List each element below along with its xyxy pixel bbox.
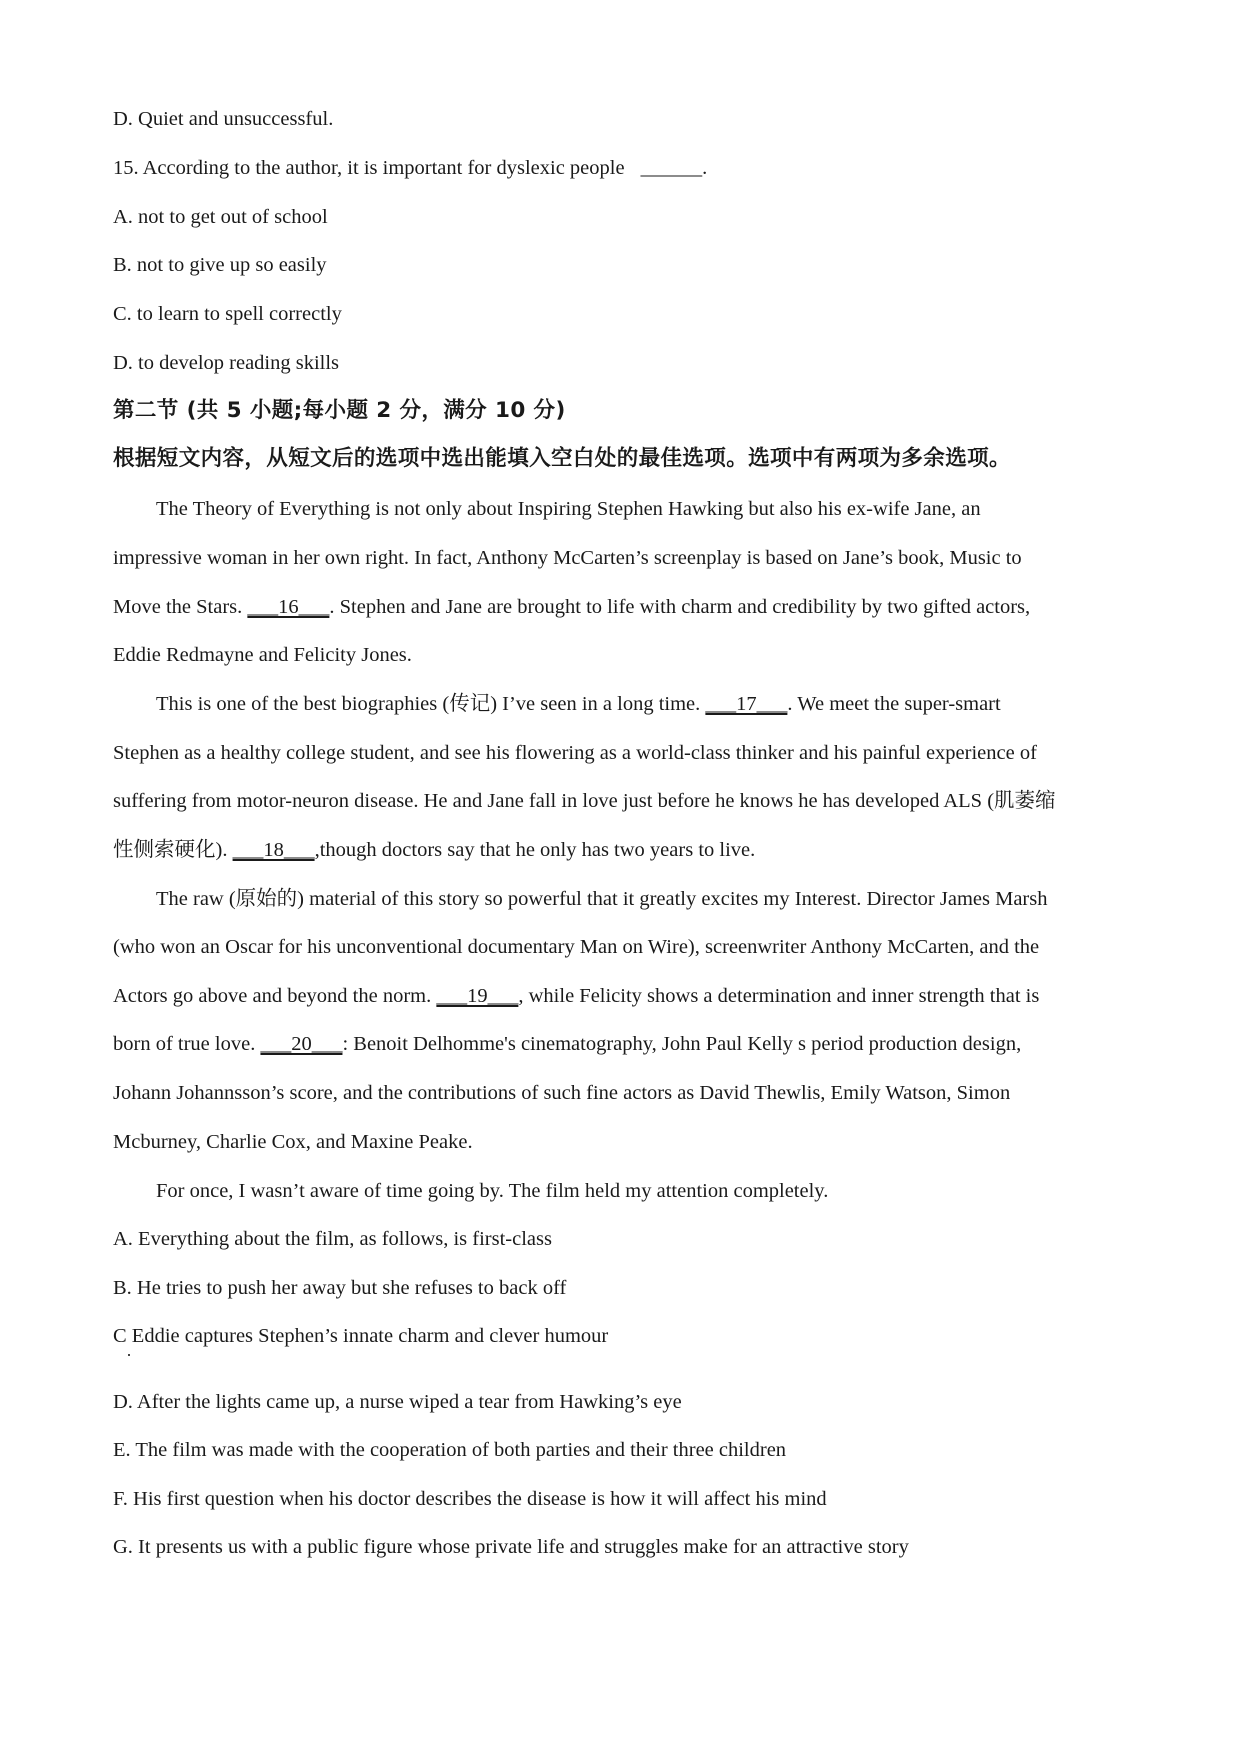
question-15-text: 15. According to the author, it is important for dyslexic people xyxy=(113,157,625,179)
passage-p3-line3: Actors go above and beyond the norm. ___19___, while Felicity shows a determination and inner strength that is xyxy=(113,985,1040,1007)
passage-p3-line1: The raw (原始的) material of this story so powerful that it greatly excites my Interest. Director James Marsh xyxy=(156,888,1048,910)
passage-p1-line2: impressive woman in her own right. In fact, Anthony McCarten’s screenplay is based on Jane’s book, Music to xyxy=(113,547,1022,569)
blank-16: ___16___ xyxy=(247,596,330,618)
q14-option-d: D. Quiet and unsuccessful. xyxy=(113,108,334,130)
blank-19: ___19___ xyxy=(436,985,519,1007)
option-f: F. His first question when his doctor describes the disease is how it will affect his mind xyxy=(113,1488,827,1510)
blank-20: ___20___ xyxy=(260,1033,343,1055)
passage-p3-line5: Johann Johannsson’s score, and the contributions of such fine actors as David Thewlis, Emily Watson, Simon xyxy=(113,1082,1011,1104)
passage-p1-line3: Move the Stars. ___16___. Stephen and Jane are brought to life with charm and credibility by two gifted actors, xyxy=(113,596,1031,618)
passage-p1-line1: The Theory of Everything is not only about Inspiring Stephen Hawking but also his ex-wife Jane, an xyxy=(156,498,981,520)
option-g: G. It presents us with a public figure whose private life and struggles make for an attractive story xyxy=(113,1536,909,1558)
passage-p3-line6: Mcburney, Charlie Cox, and Maxine Peake. xyxy=(113,1131,473,1153)
blank-18: ___18___ xyxy=(232,839,315,861)
q15-option-a: A. not to get out of school xyxy=(113,206,328,228)
question-15-blank: ______ xyxy=(640,157,703,179)
q15-option-d: D. to develop reading skills xyxy=(113,352,340,374)
option-b: B. He tries to push her away but she refuses to back off xyxy=(113,1277,567,1299)
option-a: A. Everything about the film, as follows, is first-class xyxy=(113,1228,552,1250)
passage-p1-line4: Eddie Redmayne and Felicity Jones. xyxy=(113,644,412,666)
section-2-heading: 第二节 (共 5 小题;每小题 2 分，满分 10 分) xyxy=(113,398,566,423)
passage-p4-line1: For once, I wasn’t aware of time going by. The film held my attention completely. xyxy=(156,1180,829,1202)
passage-p2-line4: 性侧索硬化). ___18___,though doctors say that he only has two years to live. xyxy=(113,839,756,861)
option-d: D. After the lights came up, a nurse wiped a tear from Hawking’s eye xyxy=(113,1391,682,1413)
q15-option-b: B. not to give up so easily xyxy=(113,254,327,276)
option-e: E. The film was made with the cooperation of both parties and their three children xyxy=(113,1439,787,1461)
passage-p2-line2: Stephen as a healthy college student, and see his flowering as a world-class thinker and his painful experience of xyxy=(113,742,1037,764)
stray-dot xyxy=(128,1354,130,1356)
passage-p2-line3: suffering from motor-neuron disease. He and Jane fall in love just before he knows he has developed ALS (肌萎缩 xyxy=(113,790,1056,812)
blank-17: ___17___ xyxy=(705,693,788,715)
passage-p2-line1: This is one of the best biographies (传记) I’ve seen in a long time. ___17___. We meet the super-smart xyxy=(156,693,1001,715)
question-15-stem: 15. According to the author, it is important for dyslexic people ______. xyxy=(113,157,708,179)
q15-option-c: C. to learn to spell correctly xyxy=(113,303,342,325)
passage-p3-line4: born of true love. ___20___: Benoit Delhomme's cinematography, John Paul Kelly s period production design, xyxy=(113,1033,1022,1055)
section-2-instruction: 根据短文内容，从短文后的选项中选出能填入空白处的最佳选项。选项中有两项为多余选项。 xyxy=(113,446,1011,471)
passage-p3-line2: (who won an Oscar for his unconventional documentary Man on Wire), screenwriter Anthony McCarten, and the xyxy=(113,936,1040,958)
option-c: C Eddie captures Stephen’s innate charm and clever humour xyxy=(113,1325,609,1347)
